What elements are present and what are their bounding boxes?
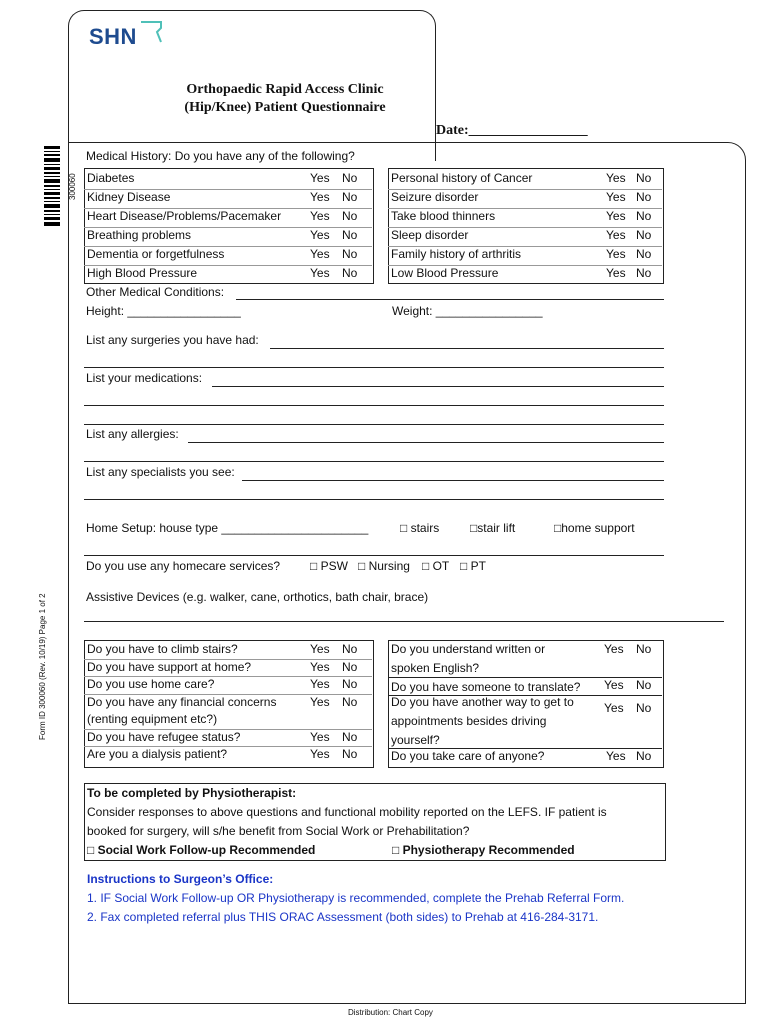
translate-no[interactable]: No <box>636 678 652 692</box>
surgeries-line-2[interactable] <box>84 367 664 368</box>
row-divider <box>388 208 662 209</box>
row-divider <box>388 189 662 190</box>
physio-text-2: booked for surgery, will s/he benefit from Social Work or Prehabilitation? <box>87 824 470 838</box>
social-no[interactable]: No <box>342 694 358 709</box>
english-no[interactable]: No <box>636 642 652 656</box>
condition-right-label: Take blood thinners <box>391 209 496 223</box>
other-conditions-line[interactable] <box>236 299 664 300</box>
english-yes[interactable]: Yes <box>604 642 624 656</box>
condition-right-yes[interactable]: Yes <box>606 209 626 223</box>
row-divider <box>84 694 372 695</box>
medications-line[interactable] <box>212 386 664 387</box>
weight-field[interactable]: Weight: ________________ <box>392 304 543 318</box>
assistive-devices-line[interactable] <box>84 621 724 622</box>
condition-right-no[interactable]: No <box>636 209 652 223</box>
social-question: Do you have refugee status? <box>87 729 241 744</box>
medications-label: List your medications: <box>86 371 203 385</box>
condition-left-label: Breathing problems <box>87 228 192 242</box>
row-divider <box>84 676 372 677</box>
condition-right-label: Personal history of Cancer <box>391 171 533 185</box>
condition-right-no[interactable]: No <box>636 247 652 261</box>
physio-heading: To be completed by Physiotherapist: <box>87 786 297 800</box>
row-divider <box>84 659 372 660</box>
allergies-label: List any allergies: <box>86 427 179 441</box>
row-divider <box>388 227 662 228</box>
condition-left-no[interactable]: No <box>342 266 358 280</box>
logo-text: SHN <box>89 24 137 49</box>
logo-mark-icon <box>139 18 165 48</box>
social-no[interactable]: No <box>342 642 358 656</box>
caregiver-yes[interactable]: Yes <box>606 749 626 763</box>
condition-left-yes[interactable]: Yes <box>310 171 330 185</box>
condition-left-no[interactable]: No <box>342 228 358 242</box>
social-question: Do you have to climb stairs? <box>87 642 238 656</box>
english-question-cont: spoken English? <box>391 661 480 675</box>
social-no[interactable]: No <box>342 729 358 744</box>
translate-yes[interactable]: Yes <box>604 678 624 692</box>
surgeries-line[interactable] <box>270 348 664 349</box>
barcode-icon <box>44 146 60 226</box>
allergies-line[interactable] <box>188 442 664 443</box>
physio-text-1: Consider responses to above questions and functional mobility reported on the LEFS. IF patient is <box>87 805 607 819</box>
height-field[interactable]: Height: _________________ <box>86 304 241 318</box>
condition-left-label: Kidney Disease <box>87 190 171 204</box>
specialists-line[interactable] <box>242 480 664 481</box>
condition-right-yes[interactable]: Yes <box>606 247 626 261</box>
pt-checkbox[interactable]: □ PT <box>460 559 486 573</box>
nursing-checkbox[interactable]: □ Nursing <box>358 559 410 573</box>
transport-question-cont2: yourself? <box>391 733 440 747</box>
condition-right-label: Seizure disorder <box>391 190 479 204</box>
condition-right-no[interactable]: No <box>636 266 652 280</box>
form-title-line1: Orthopaedic Rapid Access Clinic <box>186 82 384 97</box>
row-divider <box>84 189 372 190</box>
condition-left-yes[interactable]: Yes <box>310 190 330 204</box>
physiotherapy-option[interactable]: □ Physiotherapy Recommended <box>392 843 575 857</box>
social-question: Are you a dialysis patient? <box>87 747 228 761</box>
row-divider <box>84 246 372 247</box>
surgeries-label: List any surgeries you have had: <box>86 333 259 347</box>
form-id-vertical: Form ID 300060 (Rev. 10/19) Page 1 of 2 <box>38 593 47 740</box>
condition-right-yes[interactable]: Yes <box>606 266 626 280</box>
row-divider <box>388 246 662 247</box>
social-yes[interactable]: Yes <box>310 677 330 691</box>
condition-right-yes[interactable]: Yes <box>606 228 626 242</box>
caregiver-no[interactable]: No <box>636 749 652 763</box>
condition-left-yes[interactable]: Yes <box>310 209 330 223</box>
condition-left-no[interactable]: No <box>342 171 358 185</box>
instructions-line-2: 2. Fax completed referral plus THIS ORAC Assessment (both sides) to Prehab at 416-284-3171. <box>87 910 599 924</box>
condition-left-no[interactable]: No <box>342 190 358 204</box>
home-setup-divider <box>84 555 664 556</box>
row-divider <box>84 208 372 209</box>
social-question: Do you have any financial concerns <box>87 694 277 709</box>
row-divider <box>84 227 372 228</box>
social-question: (renting equipment etc?) <box>87 712 218 726</box>
condition-right-label: Low Blood Pressure <box>391 266 499 280</box>
home-support-checkbox[interactable]: □home support <box>554 521 635 535</box>
row-divider <box>84 746 372 747</box>
condition-right-no[interactable]: No <box>636 171 652 185</box>
specialists-line-2[interactable] <box>84 499 664 500</box>
form-title-line2: (Hip/Knee) Patient Questionnaire <box>184 100 386 115</box>
psw-checkbox[interactable]: □ PSW <box>310 559 348 573</box>
other-conditions-label: Other Medical Conditions: <box>86 285 225 299</box>
stair-lift-checkbox[interactable]: □stair lift <box>470 521 516 535</box>
assistive-devices-label: Assistive Devices (e.g. walker, cane, orthotics, bath chair, brace) <box>86 590 429 604</box>
condition-left-label: Dementia or forgetfulness <box>87 247 225 261</box>
instructions-line-1: 1. IF Social Work Follow-up OR Physiotherapy is recommended, complete the Prehab Referral Form. <box>87 891 625 905</box>
transport-no[interactable]: No <box>636 701 652 715</box>
condition-left-label: High Blood Pressure <box>87 266 198 280</box>
row-divider <box>84 265 372 266</box>
shn-logo <box>89 24 137 50</box>
condition-left-no[interactable]: No <box>342 209 358 223</box>
row-divider <box>388 265 662 266</box>
ot-checkbox[interactable]: □ OT <box>422 559 450 573</box>
transport-yes[interactable]: Yes <box>604 701 624 715</box>
condition-right-yes[interactable]: Yes <box>606 190 626 204</box>
specialists-label: List any specialists you see: <box>86 465 235 479</box>
social-yes[interactable]: Yes <box>310 694 330 709</box>
homecare-label: Do you use any homecare services? <box>86 559 281 573</box>
date-field[interactable]: Date:_________________ <box>436 123 588 138</box>
stairs-checkbox[interactable]: □ stairs <box>400 521 440 535</box>
instructions-heading: Instructions to Surgeon’s Office: <box>87 872 274 886</box>
english-question: Do you understand written or <box>391 642 546 656</box>
social-question: Do you have support at home? <box>87 659 252 674</box>
social-work-option[interactable]: □ Social Work Follow-up Recommended <box>87 843 316 857</box>
condition-left-yes[interactable]: Yes <box>310 247 330 261</box>
medications-line-3[interactable] <box>84 424 664 425</box>
condition-left-yes[interactable]: Yes <box>310 266 330 280</box>
social-yes[interactable]: Yes <box>310 642 330 656</box>
row-divider <box>84 729 372 730</box>
social-no[interactable]: No <box>342 677 358 691</box>
condition-left-no[interactable]: No <box>342 247 358 261</box>
condition-right-no[interactable]: No <box>636 228 652 242</box>
condition-left-label: Heart Disease/Problems/Pacemaker <box>87 209 282 223</box>
caregiver-question: Do you take care of anyone? <box>391 749 545 763</box>
distribution-footer: Distribution: Chart Copy <box>348 1008 433 1017</box>
condition-right-no[interactable]: No <box>636 190 652 204</box>
condition-right-yes[interactable]: Yes <box>606 171 626 185</box>
medications-line-2[interactable] <box>84 405 664 406</box>
social-yes[interactable]: Yes <box>310 659 330 674</box>
home-setup-field[interactable]: Home Setup: house type ______________________ <box>86 521 369 535</box>
condition-left-label: Diabetes <box>87 171 135 185</box>
transport-question-cont1: appointments besides driving <box>391 714 547 728</box>
social-no[interactable]: No <box>342 747 358 761</box>
social-question: Do you use home care? <box>87 677 215 691</box>
social-yes[interactable]: Yes <box>310 747 330 761</box>
translate-question: Do you have someone to translate? <box>391 680 581 694</box>
transport-question: Do you have another way to get to <box>391 695 574 709</box>
condition-right-label: Sleep disorder <box>391 228 469 242</box>
condition-left-yes[interactable]: Yes <box>310 228 330 242</box>
social-yes[interactable]: Yes <box>310 729 330 744</box>
social-no[interactable]: No <box>342 659 358 674</box>
barcode-number: 300060 <box>68 173 77 200</box>
condition-right-label: Family history of arthritis <box>391 247 522 261</box>
medical-history-label: Medical History: Do you have any of the following? <box>86 149 355 163</box>
allergies-line-2[interactable] <box>84 461 664 462</box>
